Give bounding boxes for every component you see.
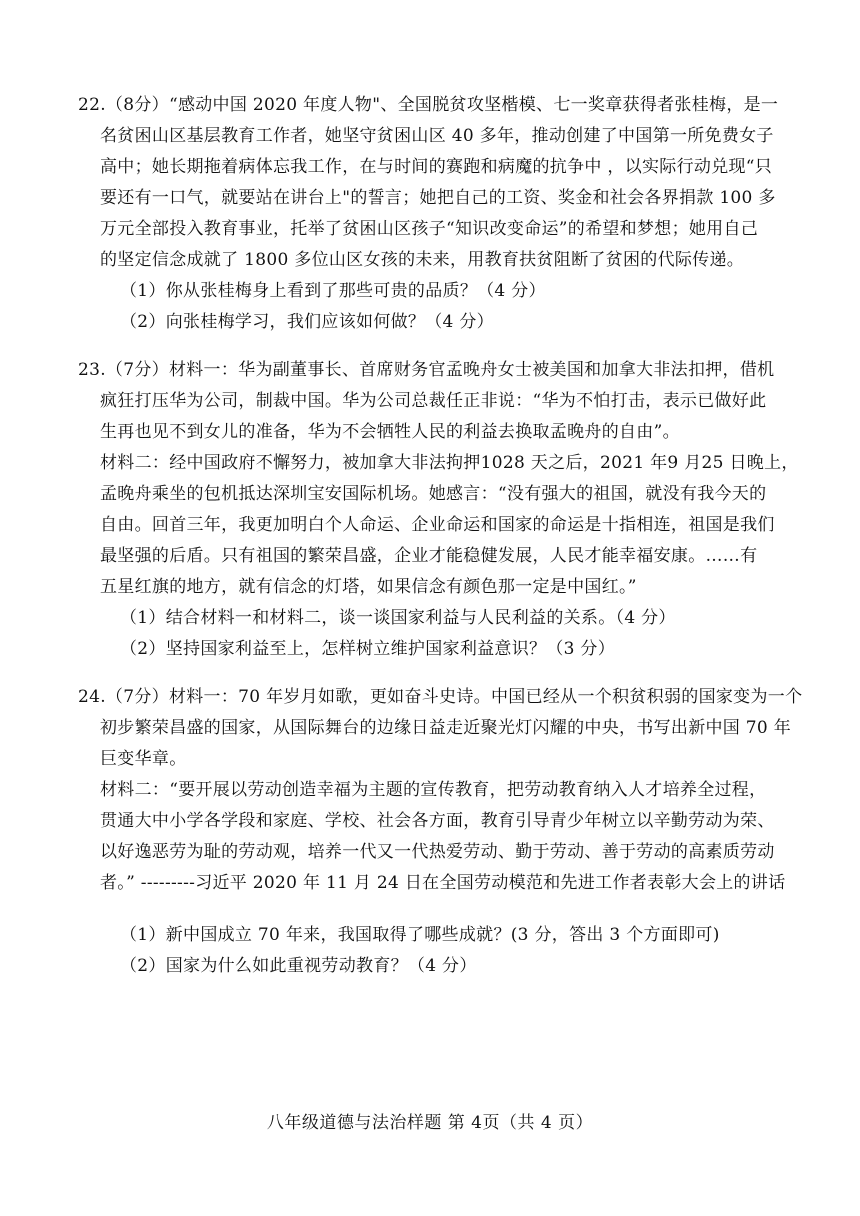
q23-line: 23.（7分）材料一：华为副董事长、首席财务官孟晚舟女士被美国和加拿大非法扣押，借机 (78, 360, 775, 380)
q24-material2-line: 者。” ---------习近平 2020 年 11 月 24 日在全国劳动模范和先进工作者表彰大会上的讲话 (100, 873, 786, 893)
q23-material2-line: 孟晚舟乘坐的包机抵达深圳宝安国际机场。她感言：“没有强大的祖国，就没有我今天的 (100, 484, 767, 504)
q22-line: 高中；她长期拖着病体忘我工作，在与时间的赛跑和病魔的抗争中 ，以实际行动兑现“只 (100, 157, 773, 177)
q24-line: 初步繁荣昌盛的国家，从国际舞台的边缘日益走近聚光灯闪耀的中央，书写出新中国 70 年 (100, 718, 792, 738)
page-footer: 八年级道德与法治样题 第 4页（共 4 页） (266, 1113, 594, 1133)
q22-line: 要还有一口气，就要站在讲台上"的誓言；她把自己的工资、奖金和社会各界捐款 100 多 (100, 188, 776, 208)
q24-line: 24.（7分）材料一：70 年岁月如歌，更如奋斗史诗。中国已经从一个积贫积弱的国家变为一个 (78, 687, 803, 707)
q24-material2-line: 材料二：“要开展以劳动创造幸福为主题的宣传教育，把劳动教育纳入人才培养全过程， (100, 780, 767, 800)
question-22 (78, 90, 783, 338)
q22-line: 名贫困山区基层教育工作者，她坚守贫困山区 40 多年，推动创建了中国第一所免费女子 (100, 126, 774, 146)
q23-material2-line: 材料二：经中国政府不懈努力，被加拿大非法拘押1028 天之后，2021 年9 月25 日晚上， (100, 453, 799, 473)
q24-line: 巨变华章。 (100, 749, 187, 769)
q22-line: 的坚定信念成就了 1800 多位山区女孩的未来，用教育扶贫阻断了贫困的代际传递。 (100, 250, 745, 270)
q22-line: 22.（8分）“感动中国 2020 年度人物"、全国脱贫攻坚楷模、七一奖章获得者张桂梅，是一 (78, 95, 779, 115)
question-23 (78, 355, 799, 665)
q23-subquestion-2: （2）坚持国家利益至上，怎样树立维护国家利益意识？（3 分） (120, 639, 616, 659)
q23-line: 疯狂打压华为公司，制裁中国。华为公司总裁任正非说：“华为不怕打击，表示已做好此 (100, 391, 767, 411)
q23-material2-line: 最坚强的后盾。只有祖国的繁荣昌盛，企业才能稳健发展，人民才能幸福安康。……有 (100, 546, 758, 566)
q23-line: 生再也见不到女儿的准备，华为不会牺牲人民的利益去换取孟晚舟的自由”。 (100, 422, 680, 442)
question-24-subquestions (78, 920, 783, 982)
q24-material2-line: 以好逸恶劳为耻的劳动观，培养一代又一代热爱劳动、勤于劳动、善于劳动的高素质劳动 (100, 842, 775, 862)
q23-material2-line: 自由。回首三年，我更加明白个人命运、企业命运和国家的命运是十指相连，祖国是我们 (100, 515, 775, 535)
q22-subquestion-1: （1）你从张桂梅身上看到了那些可贵的品质？（4 分） (120, 281, 546, 301)
q23-material2-line: 五星红旗的地方，就有信念的灯塔，如果信念有颜色那一定是中国红。” (100, 577, 637, 597)
q23-subquestion-1: （1）结合材料一和材料二，谈一谈国家利益与人民利益的关系。（4 分） (120, 608, 676, 628)
q24-subquestion-1: （1）新中国成立 70 年来，我国取得了哪些成就？(3 分，答出 3 个方面即可) (120, 925, 720, 945)
question-24 (78, 682, 803, 899)
q24-subquestion-2: （2）国家为什么如此重视劳动教育？（4 分） (120, 956, 477, 976)
q22-subquestion-2: （2）向张桂梅学习，我们应该如何做？（4 分） (120, 312, 494, 332)
q22-line: 万元全部投入教育事业，托举了贫困山区孩子“知识改变命运”的希望和梦想；她用自己 (100, 219, 759, 239)
q24-material2-line: 贯通大中小学各学段和家庭、学校、社会各方面，教育引导青少年树立以辛勤劳动为荣、 (100, 811, 775, 831)
